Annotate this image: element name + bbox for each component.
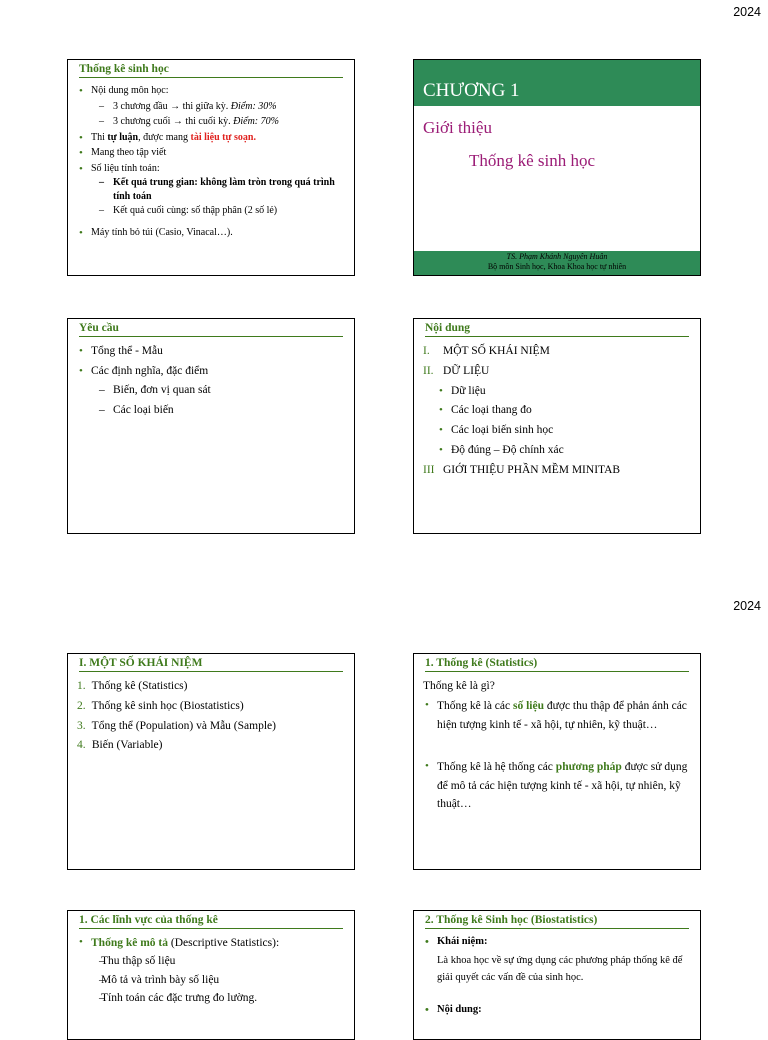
slide-body	[77, 677, 346, 756]
slide-body	[423, 342, 692, 480]
section-item: III GIỚI THIỆU PHẦN MỀM MINITAB	[423, 463, 621, 476]
slide-concepts	[67, 653, 355, 870]
sub-bullet: – 3 chương đầu → thi giữa kỳ. Điểm: 30%	[77, 99, 346, 115]
subject-title: Thống kê sinh học	[469, 151, 596, 170]
sub-bullet: – Thu thập số liệu	[77, 952, 346, 970]
sub-bullet: – Kết quả trung gian: không làm tròn trong quá trình tính toán	[77, 176, 346, 203]
bullet: • Nội dung môn học:	[77, 83, 346, 99]
bullet: • Thống kê là hệ thống các phương pháp được sử dụng để mô tả các hiện tượng kinh tế - xã hội, tự nhiên, kỹ thuật…	[423, 758, 692, 813]
intro-title: Giới thiệu	[423, 118, 492, 137]
sub-bullet: – 3 chương cuối → thi cuối kỳ. Điểm: 70%	[77, 114, 346, 130]
slide-body	[77, 83, 346, 240]
numbered-item: 3. Tổng thể (Population) và Mẫu (Sample)	[77, 719, 276, 732]
slide-body	[423, 934, 692, 1019]
sub-bullet: – Tính toán các đặc trưng đo lường.	[77, 989, 346, 1007]
slide-fields-of-statistics	[67, 910, 355, 1040]
slide-course-info	[67, 59, 355, 276]
sub-bullet: – Mô tả và trình bày số liệu	[77, 971, 346, 989]
slide-cover	[413, 59, 701, 276]
question: Thống kê là gì?	[423, 680, 495, 692]
author-name: TS. Phạm Khánh Nguyên Huân	[506, 252, 608, 261]
numbered-item: 2. Thống kê sinh học (Biostatistics)	[77, 699, 244, 712]
slide-title: Yêu cầu	[79, 322, 343, 337]
bullet: • Máy tính bỏ túi (Casio, Vinacal…).	[77, 225, 346, 241]
cover-footer-band	[414, 251, 700, 275]
page-year: 2024	[733, 5, 761, 19]
bullet: • Số liệu tính toán:	[77, 161, 346, 177]
sub-bullet: – Các loại biến	[77, 401, 346, 421]
slide-body	[423, 677, 692, 813]
chapter-title: CHƯƠNG 1	[423, 80, 520, 101]
slide-body	[77, 934, 346, 1008]
bullet: • Các loại biến sinh học	[437, 421, 692, 441]
slide-contents	[413, 318, 701, 534]
bullet: • Thống kê mô tả (Descriptive Statistics):	[77, 934, 346, 952]
section-item: I. MỘT SỐ KHÁI NIỆM	[423, 345, 550, 357]
bullet: • Các định nghĩa, đặc điểm	[77, 362, 346, 382]
section-item: II. DỮ LIỆU	[423, 364, 490, 377]
numbered-item: 4. Biến (Variable)	[77, 739, 163, 752]
numbered-item: 1. Thống kê (Statistics)	[77, 680, 188, 692]
slide-title: I. MỘT SỐ KHÁI NIỆM	[79, 657, 343, 672]
slide-statistics	[413, 653, 701, 870]
slide-title: Nội dung	[425, 322, 689, 337]
slide-body	[77, 342, 346, 420]
bullet: • Mang theo tập viết	[77, 145, 346, 161]
bullet: • Thi tự luận, được mang tài liệu tự soạn.	[77, 130, 346, 146]
bullet: • Các loại thang đo	[437, 401, 692, 421]
bullet: • Khái niệm:	[423, 934, 692, 951]
slide-title: 2. Thống kê Sinh học (Biostatistics)	[425, 914, 689, 929]
bullet: • Nội dung:	[423, 1002, 692, 1019]
department-name: Bộ môn Sinh học, Khoa Khoa học tự nhiên	[487, 262, 627, 271]
slide-biostatistics	[413, 910, 701, 1040]
slide-title: 1. Thống kê (Statistics)	[425, 657, 689, 672]
bullet: • Tổng thể - Mẫu	[77, 342, 346, 362]
sub-bullet: – Biến, đơn vị quan sát	[77, 381, 346, 401]
slide-title: Thống kê sinh học	[79, 63, 343, 78]
slide-requirements	[67, 318, 355, 534]
bullet: • Dữ liệu	[437, 382, 692, 402]
definition-text: Là khoa học về sự ứng dụng các phương pháp thống kê để giải quyết các vấn đề của sinh học.	[437, 954, 683, 983]
bullet: • Độ đúng – Độ chính xác	[437, 441, 692, 461]
sub-bullet: – Kết quả cuối cùng: số thập phân (2 số lẻ)	[77, 203, 346, 219]
bullet: • Thống kê là các số liệu được thu thập để phản ánh các hiện tượng kinh tế - xã hội, tự nhiên, kỹ thuật…	[423, 697, 692, 734]
page-year: 2024	[733, 599, 761, 613]
slide-title: 1. Các lĩnh vực của thống kê	[79, 914, 343, 929]
